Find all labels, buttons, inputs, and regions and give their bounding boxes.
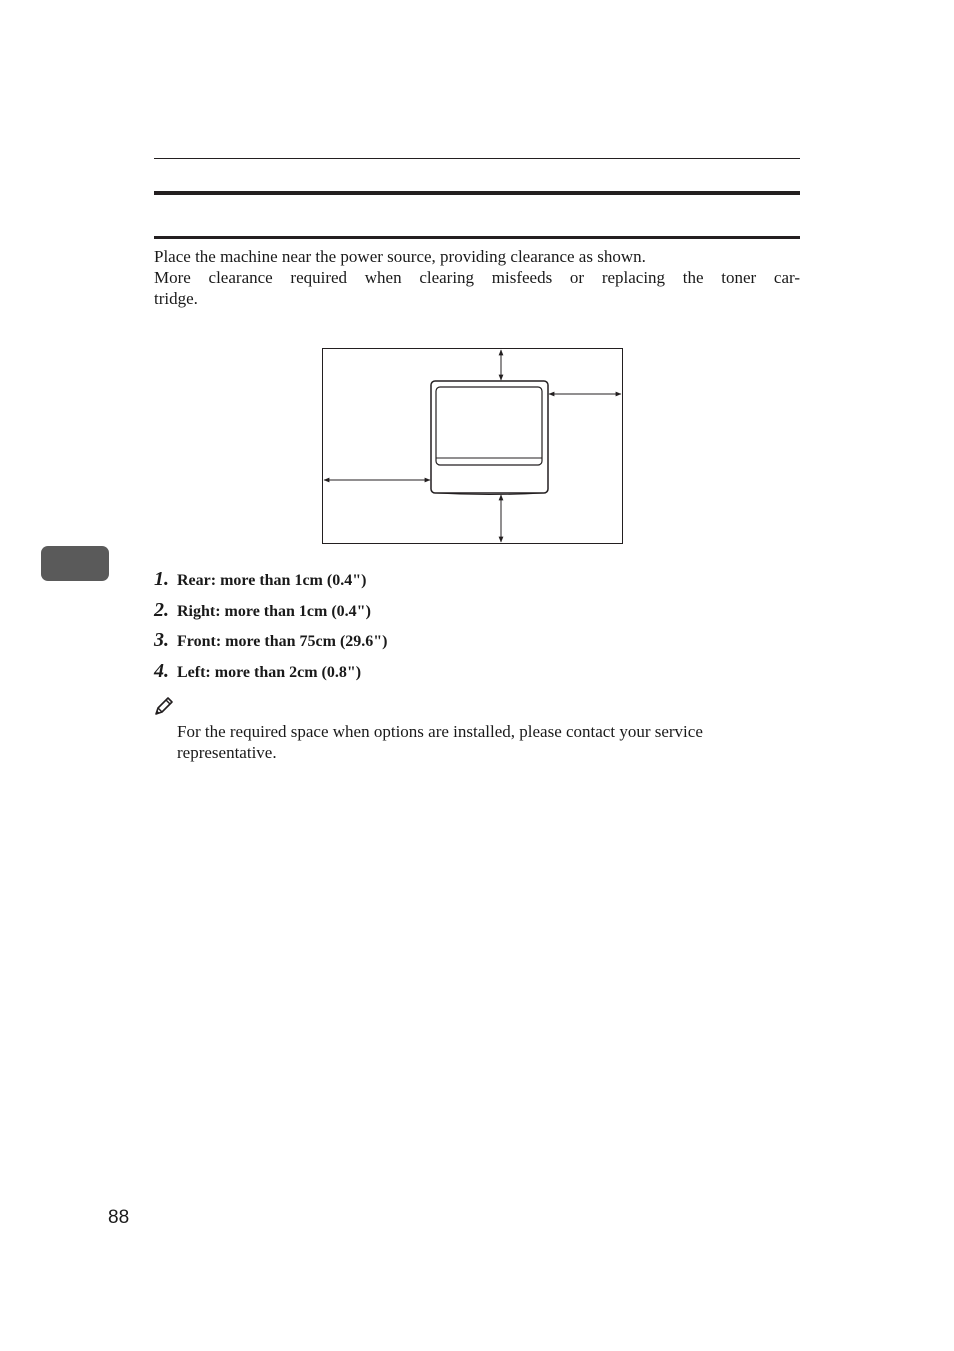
header-rule-thin xyxy=(154,158,800,159)
chapter-tab xyxy=(41,546,109,581)
list-item-number: 3. xyxy=(154,629,169,651)
pencil-note-icon xyxy=(154,696,174,716)
intro-text xyxy=(154,246,800,309)
list-item-number: 2. xyxy=(154,598,169,621)
list-item-number: 1. xyxy=(154,568,169,590)
intro-line-2: More clearance required when clearing misfeeds or replacing the toner car- xyxy=(154,268,800,287)
intro-line-3: tridge. xyxy=(154,289,198,308)
machine-outline xyxy=(431,381,548,495)
note-text: For the required space when options are installed, please contact your service representative. xyxy=(177,722,703,762)
page-number: 88 xyxy=(108,1207,130,1228)
list-item-text: Front: more than 75cm (29.6") xyxy=(177,633,388,650)
header-rule-thick-bottom xyxy=(154,236,800,239)
intro-line-1: Place the machine near the power source, providing clearance as shown. xyxy=(154,247,646,266)
header-rule-thick-top xyxy=(154,191,800,195)
list-item-text: Rear: more than 1cm (0.4") xyxy=(177,572,367,589)
list-item-number: 4. xyxy=(154,659,169,682)
clearance-diagram xyxy=(322,348,623,544)
list-item-text: Left: more than 2cm (0.8") xyxy=(177,663,362,681)
list-item-text: Right: more than 1cm (0.4") xyxy=(177,602,371,620)
